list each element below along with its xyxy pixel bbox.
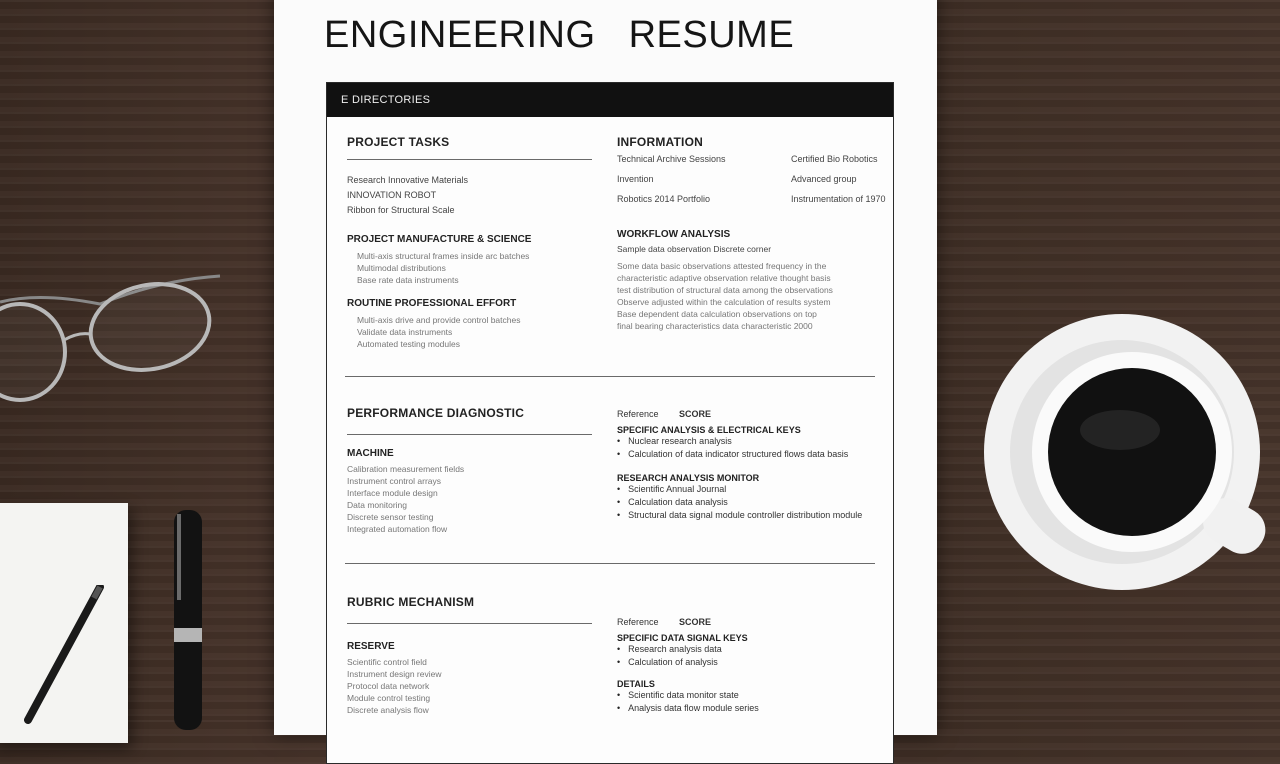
bullet-item: • Nuclear research analysis — [617, 435, 877, 448]
subheading: MACHINE — [347, 448, 394, 459]
info-value: Instrumentation of 1970 — [791, 194, 886, 204]
info-row — [617, 149, 886, 169]
paragraph-line: test distribution of structural data among the observations — [617, 285, 833, 295]
signal-section — [617, 617, 877, 715]
subheading: RESERVE — [347, 641, 395, 652]
score-label: SCORE — [679, 409, 712, 419]
info-label: Robotics 2014 Portfolio — [617, 194, 711, 204]
list-item: Calibration measurement fields — [347, 464, 465, 474]
bullet-item: • Calculation data analysis — [617, 496, 877, 509]
list-item: Multi-axis structural frames inside arc batches — [357, 251, 530, 261]
eyeglasses — [0, 262, 230, 417]
reference-label: Reference — [617, 617, 659, 627]
paragraph-line: Some data basic observations attested frequency in the — [617, 261, 827, 271]
list-item: Ribbon for Structural Scale — [347, 205, 455, 215]
info-row — [617, 169, 886, 189]
resume-paper — [274, 0, 937, 735]
analysis-section — [617, 409, 877, 522]
pencil-icon — [20, 585, 120, 730]
paragraph-line: Base dependent data calculation observations on top — [617, 309, 817, 319]
subheading: DETAILS — [617, 679, 655, 689]
coffee-cup-icon — [982, 312, 1280, 617]
resume-title: ENGINEERING RESUME — [324, 14, 795, 56]
bullet-item: • Analysis data flow module series — [617, 702, 877, 715]
bullet-item: • Calculation of analysis — [617, 656, 877, 669]
list-item: Instrument design review — [347, 669, 442, 679]
bullet-item: • Scientific data monitor state — [617, 689, 877, 702]
info-row — [617, 189, 886, 209]
section-divider — [345, 376, 875, 377]
bullet-item: • Research analysis data — [617, 643, 877, 656]
subheading: ROUTINE PROFESSIONAL EFFORT — [347, 298, 517, 309]
project-tasks-section — [347, 135, 592, 349]
subheading: WORKFLOW ANALYSIS — [617, 229, 731, 240]
divider — [347, 623, 592, 624]
reference-label: Reference — [617, 409, 659, 419]
bullet-item: • Scientific Annual Journal — [617, 483, 877, 496]
list-item: INNOVATION ROBOT — [347, 190, 437, 200]
list-item: Data monitoring — [347, 500, 408, 510]
subheading-caption: Sample data observation Discrete corner — [617, 244, 772, 254]
project-tasks-heading: PROJECT TASKS — [347, 135, 450, 149]
info-value: Advanced group — [791, 174, 857, 184]
list-item: Multi-axis drive and provide control batches — [357, 315, 521, 325]
paragraph-line: characteristic adaptive observation relative thought basis — [617, 273, 831, 283]
list-item: Research Innovative Materials — [347, 175, 469, 185]
list-item: Base rate data instruments — [357, 275, 459, 285]
info-label: Technical Archive Sessions — [617, 154, 726, 164]
subheading: SPECIFIC DATA SIGNAL KEYS — [617, 633, 748, 643]
list-item: Interface module design — [347, 488, 438, 498]
divider — [347, 434, 592, 435]
divider — [347, 159, 592, 160]
performance-section — [347, 406, 592, 534]
information-section — [617, 135, 886, 331]
info-label: Invention — [617, 174, 654, 184]
header-band: E DIRECTORIES — [327, 83, 893, 117]
reference-row — [617, 617, 877, 627]
list-item: Discrete sensor testing — [347, 512, 434, 522]
list-item: Discrete analysis flow — [347, 705, 429, 715]
subheading: RESEARCH ANALYSIS MONITOR — [617, 473, 760, 483]
list-item: Validate data instruments — [357, 327, 453, 337]
list-item: Integrated automation flow — [347, 524, 448, 534]
list-item: Module control testing — [347, 693, 431, 703]
rubric-section — [347, 595, 592, 715]
reference-row — [617, 409, 877, 419]
score-label: SCORE — [679, 617, 712, 627]
paragraph-line: Observe adjusted within the calculation of results system — [617, 297, 831, 307]
performance-heading: PERFORMANCE DIAGNOSTIC — [347, 406, 525, 420]
resume-frame — [326, 82, 894, 764]
subheading: SPECIFIC ANALYSIS & ELECTRICAL KEYS — [617, 425, 801, 435]
subheading: PROJECT MANUFACTURE & SCIENCE — [347, 234, 532, 245]
list-item: Multimodal distributions — [357, 263, 446, 273]
list-item: Scientific control field — [347, 657, 427, 667]
information-heading: INFORMATION — [617, 135, 703, 149]
rubric-heading: RUBRIC MECHANISM — [347, 595, 475, 609]
bullet-item: • Structural data signal module controller distribution module — [617, 509, 877, 522]
pen-icon — [168, 510, 212, 735]
section-divider — [345, 563, 875, 564]
list-item: Protocol data network — [347, 681, 430, 691]
list-item: Instrument control arrays — [347, 476, 442, 486]
bullet-item: • Calculation of data indicator structured flows data basis — [617, 448, 877, 461]
list-item: Automated testing modules — [357, 339, 461, 349]
paragraph-line: final bearing characteristics data characteristic 2000 — [617, 321, 813, 331]
info-value: Certified Bio Robotics — [791, 154, 878, 164]
